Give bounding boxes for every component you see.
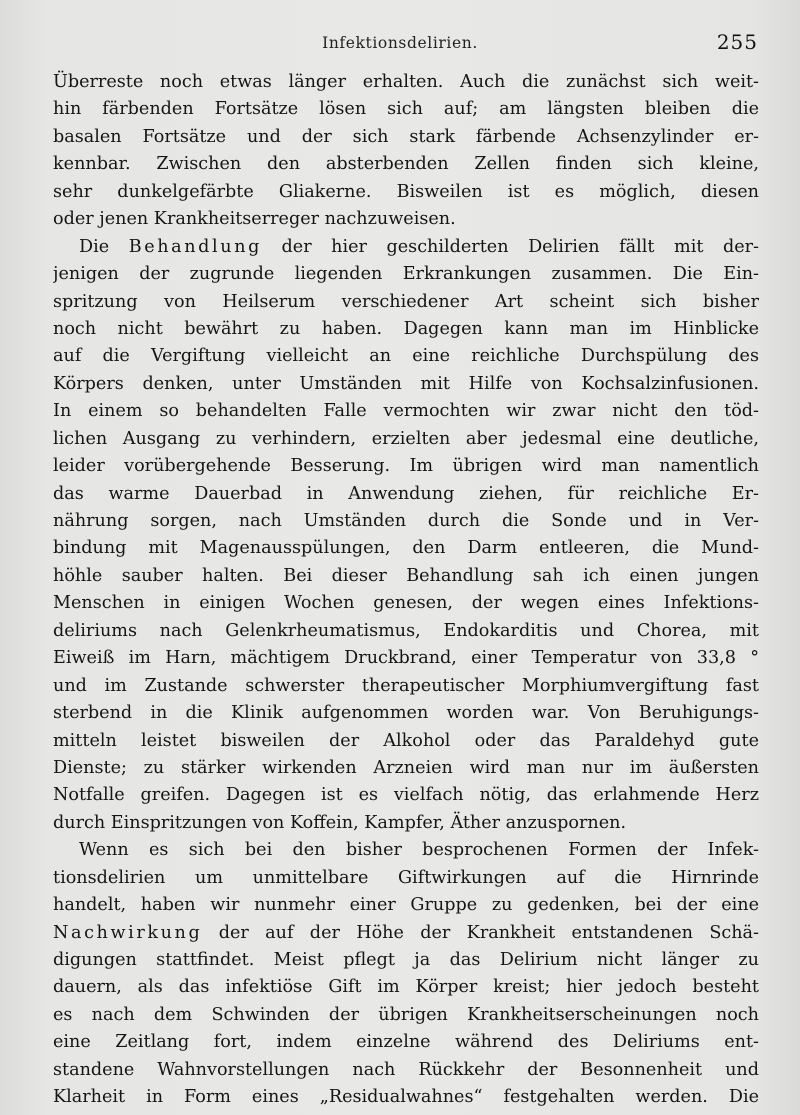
text-segment: oder jenen Krankheitserreger nachzuweisen. (53, 209, 456, 230)
text-segment: Notfalle greifen. Dagegen ist es vielfach nötig, das erlahmende Herz (53, 785, 759, 806)
text-line (53, 1057, 759, 1084)
text-segment: nährung sorgen, nach Umständen durch die Sonde und in Ver- (53, 511, 759, 531)
text-segment: Überreste noch etwas länger erhalten. Auch die zunächst sich weit- (53, 72, 759, 92)
text-line (53, 453, 759, 480)
text-segment: basalen Fortsätze und der sich stark färbende Achsenzylinder er- (53, 126, 759, 147)
text-segment: höhle sauber halten. Bei dieser Behandlung sah ich einen jungen (53, 565, 759, 586)
text-line (53, 618, 759, 645)
page-number: 255 (716, 30, 758, 54)
text-line (53, 371, 759, 398)
text-line (53, 316, 759, 343)
text-line (53, 645, 759, 672)
text-segment: mitteln leistet bisweilen der Alkohol oder das Paraldehyd gute (53, 730, 759, 751)
text-line (53, 481, 759, 508)
text-segment: noch nicht bewährt zu haben. Dagegen kann man im Hinblicke (53, 318, 759, 339)
text-line (53, 289, 759, 316)
text-segment: durch Einspritzungen von Koffein, Kampfer, Äther anzuspornen. (53, 812, 627, 833)
text-line (53, 1084, 759, 1111)
text-line (53, 124, 759, 151)
text-line (53, 179, 759, 206)
text-line (53, 69, 759, 96)
text-line (53, 398, 759, 425)
text-segment: digungen stattfindet. Meist pflegt ja das Delirium nicht länger zu (53, 950, 759, 970)
text-line (53, 782, 759, 809)
text-segment: handelt, haben wir nunmehr einer Gruppe zu gedenken, bei der eine (53, 895, 759, 916)
text-segment: standene Wahnvorstellungen nach Rückkehr der Besonnenheit und (53, 1059, 759, 1080)
text-segment: es nach dem Schwinden der übrigen Krankheitserscheinungen noch (53, 1004, 759, 1025)
text-segment: der auf der Höhe der Krankheit entstandenen Schä- (202, 922, 759, 943)
text-segment: Wenn es sich bei den bisher besprochenen Formen der Infek- (79, 840, 759, 861)
text-segment: sehr dunkelgefärbte Gliakerne. Bisweilen ist es möglich, diesen (53, 181, 759, 202)
emphasized-term: Nachwirkung (53, 922, 203, 943)
text-line (53, 947, 759, 974)
text-line (53, 535, 759, 562)
text-line (53, 563, 759, 590)
text-line (53, 96, 759, 123)
text-segment: Die (79, 236, 129, 257)
text-line (53, 1002, 759, 1029)
text-line (53, 837, 759, 864)
text-line (53, 151, 759, 178)
text-line (53, 261, 759, 288)
text-segment: sterbend in die Klinik aufgenommen worden war. Von Beruhigungs- (53, 703, 759, 724)
page-header (0, 30, 800, 60)
text-line (53, 426, 759, 453)
running-head: Infektionsdelirien. (322, 34, 478, 52)
text-line (53, 206, 759, 233)
text-line (53, 673, 759, 700)
text-segment: In einem so behandelten Falle vermochten wir zwar nicht den töd- (53, 401, 759, 422)
text-line (53, 974, 759, 1001)
text-line (53, 1029, 759, 1056)
text-line (53, 700, 759, 727)
text-segment: jenigen der zugrunde liegenden Erkrankungen zusammen. Die Ein- (53, 264, 759, 285)
text-segment: Körpers denken, unter Umständen mit Hilfe von Kochsalzinfusionen. (53, 373, 759, 394)
text-segment: spritzung von Heilserum verschiedener Art scheint sich bisher (53, 291, 759, 312)
text-segment: der hier geschilderten Delirien fällt mit der- (262, 236, 759, 257)
text-segment: dauern, als das infektiöse Gift im Körper kreist; hier jedoch besteht (53, 977, 759, 998)
text-line (53, 810, 759, 837)
text-segment: das warme Dauerbad in Anwendung ziehen, für reichliche Er- (53, 483, 759, 504)
text-line (53, 755, 759, 782)
text-line (53, 865, 759, 892)
text-segment: Menschen in einigen Wochen genesen, der wegen eines Infektions- (53, 593, 759, 614)
text-segment: tionsdelirien um unmittelbare Giftwirkungen auf die Hirnrinde (53, 867, 759, 888)
text-segment: hin färbenden Fortsätze lösen sich auf; am längsten bleiben die (53, 99, 759, 120)
body-text (53, 69, 759, 1112)
text-line (53, 343, 759, 370)
text-line (53, 920, 759, 947)
text-segment: bindung mit Magenausspülungen, den Darm entleeren, die Mund- (53, 538, 759, 559)
text-line (53, 508, 759, 535)
emphasized-term: Behandlung (128, 236, 262, 257)
text-segment: Eiweiß im Harn, mächtigem Druckbrand, einer Temperatur von 33,8 ° (53, 648, 759, 669)
text-segment: auf die Vergiftung vielleicht an eine reichliche Durchspülung des (53, 346, 759, 367)
text-segment: Klarheit in Form eines „Residualwahnes“ festgehalten werden. Die (53, 1087, 759, 1108)
text-segment: Dienste; zu stärker wirkenden Arzneien wird man nur im äußersten (53, 757, 759, 778)
text-segment: und im Zustande schwerster therapeutischer Morphiumvergiftung fast (53, 675, 759, 696)
text-segment: eine Zeitlang fort, indem einzelne während des Deliriums ent- (53, 1032, 759, 1053)
text-segment: leider vorübergehende Besserung. Im übrigen wird man namentlich (53, 456, 759, 477)
text-line (53, 728, 759, 755)
text-line (53, 892, 759, 919)
text-segment: kennbar. Zwischen den absterbenden Zellen finden sich kleine, (53, 154, 759, 175)
text-line (53, 590, 759, 617)
text-line (53, 234, 759, 261)
text-segment: deliriums nach Gelenkrheumatismus, Endokarditis und Chorea, mit (53, 620, 759, 641)
text-segment: lichen Ausgang zu verhindern, erzielten aber jedesmal eine deutliche, (53, 428, 759, 449)
